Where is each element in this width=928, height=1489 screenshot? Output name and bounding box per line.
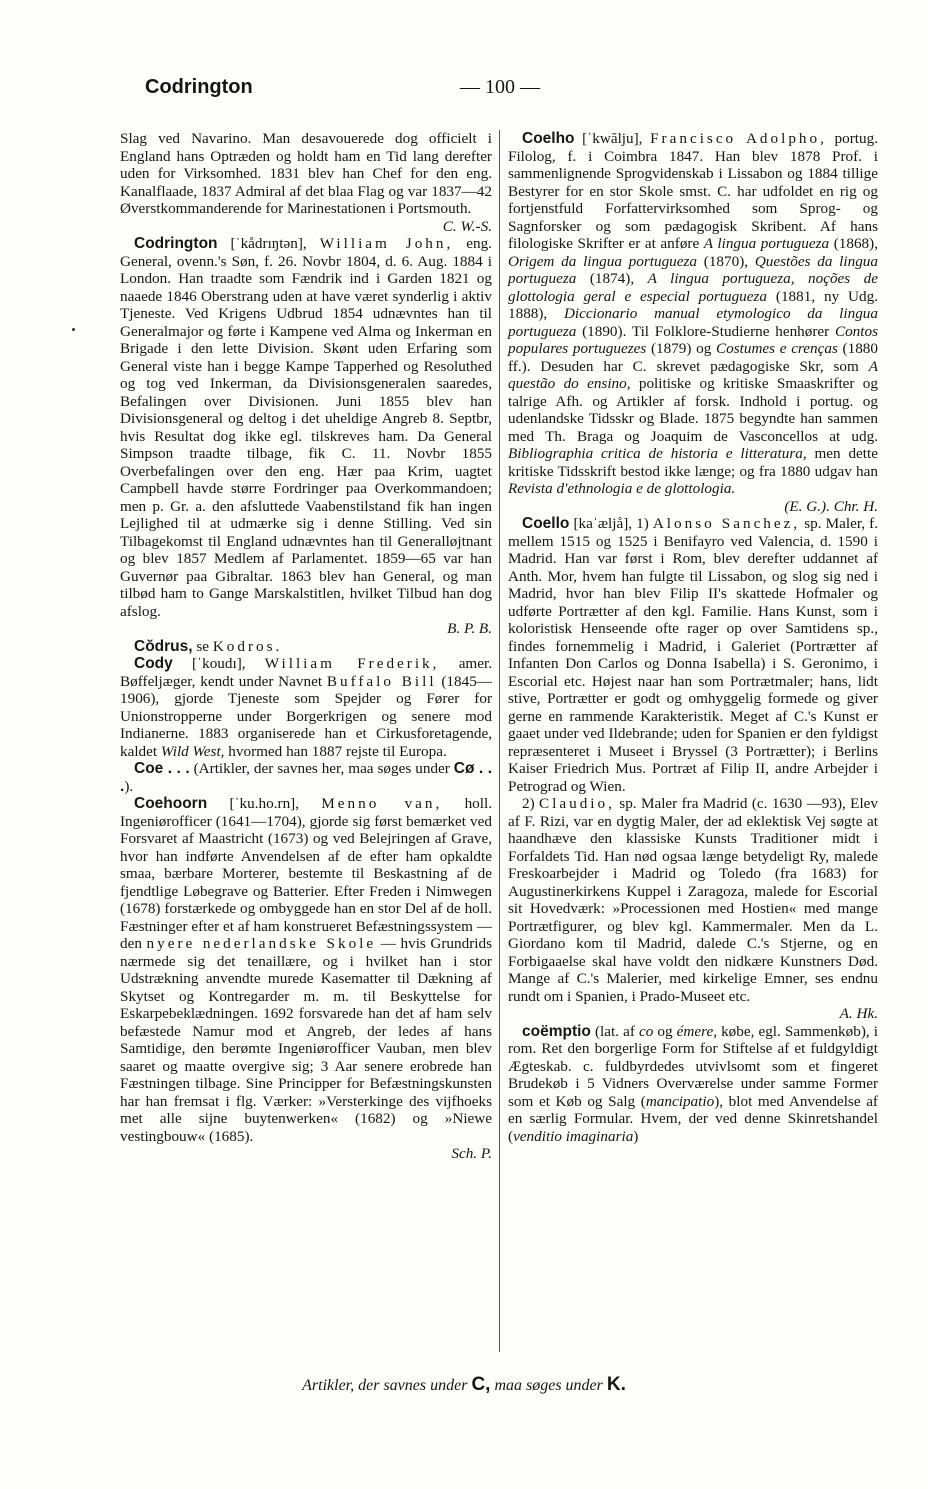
entry-text: (Artikler, der savnes her, maa søges under (189, 760, 454, 777)
page-number: — 100 — (460, 76, 540, 98)
entry-coello (508, 515, 878, 795)
entry-text: (1879) og (646, 340, 717, 357)
footer-note (0, 1374, 928, 1396)
entry-text: holl. Ingeniørofficer (1641—1704), gjorde sig først bemærket ved Forsvaret af Maastricht (1673) og ved Belejringen af Grave, hvor han indførte Anvendelsen af de efter ham opkaldte smaa, bærbare Morterer, bestemte til Beskastning af de fjendtlige Løbegrave og Batterier. Efter Freden i Nimwegen (1678) forstærkede og ombyggede han en stor Del af de holl. Fæstninger efter et af ham konstrueret Befæstningssystem — den (120, 795, 492, 952)
pronunciation: [ˈku.ho.rn], (207, 795, 322, 812)
person-name: Claudio, (539, 795, 615, 812)
lemma: Coelho (522, 130, 575, 147)
entry-text: sp. Maler fra Madrid (c. 1630 —93), Elev af F. Rizi, var en dygtig Maler, der ad eklektisk Vej søgte at haandhæve den klassiske Kunsts Traditioner midt i Forfaldets Tid. Han nød ogsaa længe betydeligt Ry, malede Freskoarbejder i Madrid og Toledo (fra 1683) for Augustinerkirkens Kuppel i Zaragoza, malede for Escorial sit Hovedværk: »Processionen med Hostien« med mange Portrætfigurer, og blev kgl. Kammermaler. Men da L. Giordano kom til Madrid, dalede C.'s Stjerne, og en Forbigaaelse skal have voldt den nidkære Kunstners Død. Mange af C.'s Malerier, med kirkelige Emner, ses endnu rundt om i Spanien, i Prado-Museet etc. (508, 795, 878, 1005)
entry-coelho (508, 130, 878, 515)
entry-text: men dette kritiske Tidsskrift bestod ikke længe; og fra 1880 udgav han (508, 445, 878, 480)
entry-text: hvormed han 1887 rejste til Europa. (224, 742, 447, 760)
person-name: William Frederik, (264, 655, 440, 672)
entry-text: (lat. af (590, 1022, 639, 1040)
margin-speck (72, 328, 75, 331)
person-name: Francisco Adolpho, (650, 130, 827, 147)
footer-text: maa søges under (490, 1377, 607, 1394)
entry-signature: A. Hk. (839, 1005, 878, 1022)
entry-coehoorn (120, 795, 492, 1163)
entry-text: (1870), (697, 252, 755, 270)
entry-text: (1845—1906), gjorde Tjeneste som Spejder og Fører for Unionstropperne under Borgerkrigen og senere mod Indianerne. 1883 organiserede han et Cirkusforetagende, kaldet (120, 672, 492, 760)
entry-cody (120, 655, 492, 760)
entry-codrington (120, 235, 492, 638)
person-name: Alonso Sanchez, (652, 515, 801, 532)
entry-signature: Sch. P. (451, 1145, 492, 1162)
work-title: Contos populares portuguezes (508, 322, 878, 357)
work-title: A lingua portugueza (703, 235, 830, 252)
latin-term: mancipatio (645, 1092, 715, 1110)
column-divider (499, 130, 500, 1352)
spaced-term: nyere nederlandske Skole (146, 935, 377, 952)
entry-text: ). (124, 777, 134, 795)
entry-text: portug. Filolog, f. i Coimbra 1847. Han blev 1878 Prof. i sammenlignende Sprogvidenskab i Lissabon og 1884 tillige Bestyrer for en stor Skole smst. C. har udfoldet en rig og fortjenstfuld Forfattervirksomhed som Sprog- og Sagnforsker og som pædagogisk Skribent. Af hans filologiske Skrifter er at anføre (508, 130, 878, 252)
lemma: Cody (134, 655, 173, 672)
entry-text: (1880 ff.). Desuden har C. skrevet pædagogiske Skr, som (508, 340, 878, 375)
latin-term: co (638, 1022, 654, 1040)
work-title: Bibliographia critica de historia e litteratura, (508, 445, 807, 462)
entry-signature: (E. G.). Chr. H. (784, 497, 878, 515)
cross-reference: Cø . . . (120, 760, 493, 795)
entry-text: politiske og kritiske Smaaskrifter og talrige Afh. og Artikler af forsk. Indhold i portug. og udenlandske Tidsskr og Blade. 1875 begyndte han sammen med Th. Braga og Joaquim de Vasconcellos at udg. (508, 375, 878, 445)
entry-text: sp. Maler, f. mellem 1515 og 1525 i Benifayro ved Valencia, d. 1590 i Madrid. Han var først i Rom, blev derefter uddannet af Anth. Mor, hvem han fulgte til Lissabon, og slog sig ned i Madrid, hvor han blev Filip II's skattede Hofmaler og udførte Portrætter af den kgl. Familie. Hans Kunst, som i koloristisk Henseende ofte rager op over Samtidens sp., findes fornemmelig i Madrid, i Galeriet (Portrætter af Infanten Don Carlos og Donna Isabella) i S. Geronimo, i Escorial etc. Højest naar han som Portrætmaler; hans, lidt stive, Portrætter er godt og omhyggelig formede og giver gerne en rammende Karakteristik. Meget af C.'s Kunst er gaaet under ved Ildebrande; uden for Spanien er den fyldigst repræsenteret i Museet i Bryssel (3 Portrætter); i Berlins Kaiser Friedrich Mus. Portræt af Filip II, andre Arbejder i Petrograd og Wien. (508, 515, 878, 795)
latin-term: venditio imaginaria (513, 1127, 634, 1145)
entry-text: ) (633, 1127, 639, 1145)
entry-text: eng. General, ovenn.'s Søn, f. 26. Novbr 1804, d. 6. Aug. 1884 i London. Han traadte som Fændrik ind i Garden 1821 og naaede 1846 Oberstrang uden at have været synderlig i aktiv Tjeneste. Ved Krigens Udbrud 1854 udnævntes han til Generalmajor og førte i Kampene ved Alma og Inkerman en Brigade i den lette Division. Skønt uden Erfaring som General viste han i begge Kampe Tapperhed og Resoluthed og tog ved Inkerman, da Divisionsgeneralen saaredes, Befalingen over Divisionen. Juni 1855 blev han Divisionsgeneral og deltog i det uheldige Angreb 8. Septbr, hvis Resultat dog ikke egl. tilskreves ham. Da General Simpson traadte tilbage, fik C. 11. Novbr 1855 Overbefalingen over den eng. Hær paa Krim, uagtet Campbell havde større Fordringer paa Overkommandoen; men p. Gr. a. den afsluttede Vaabenstilstand fik han ingen Lejlighed til at udmærke sig i denne Stilling. Ved sin Tilbagekomst til England udnævntes han til Generalløjtnant og blev 1857 Medlem af Parlamentet. 1859—65 var han Guvernør paa Gibraltar. 1863 blev han General, og man tilbød ham to Gange Marskalstitlen, hvilket Tilbud han dog afslog. (120, 235, 492, 620)
sub-number: 2) (522, 795, 540, 812)
entry-text: — hvis Grundrids nærmede sig det tenaillære, og i hvilket han i stor Udstrækning anvendte murede Kasematter til Dækning af Skytset og Kontregarder m. m. til Beskyttelse for Eskarpebeklædningen. 1692 forsvarede han det af ham selv befæstede Namur mod et Angreb, der ledes af hans Samtidige, den berømte Ingeniørofficer Vauban, men blev saaret og maatte overgive sig; 3 Aar senere erobrede han Fæstningen tilbage. Sine Principper for Befæstningskunsten har han fremsat i flg. Værker: »Versterkinge des vijfhoeks met alle sijne buytenwerken« (1682) og »Niewe vestingbouw« (1685). (120, 935, 492, 1145)
lemma: Coello (522, 515, 570, 532)
cross-reference: Kodros. (212, 637, 283, 655)
work-title: Questões da lingua portugueza (508, 252, 878, 287)
footer-letter: K. (606, 1374, 626, 1395)
entry-codrus (120, 638, 492, 656)
work-title: Revista d'ethnologia e de glottologia. (508, 480, 736, 497)
person-name: Menno van, (321, 795, 443, 812)
entry-signature: B. P. B. (447, 620, 492, 637)
title-italic: Wild West, (160, 742, 225, 760)
lemma: Coehoorn (134, 795, 208, 812)
lemma: Coe . . . (134, 760, 190, 777)
entry-text: (1890). Til Folklore-Studierne henhører (576, 322, 835, 340)
entry-signature: C. W.-S. (442, 217, 492, 235)
entry-text: (1868), (829, 235, 878, 252)
person-name: William John, (319, 235, 454, 252)
lemma: Codrington (134, 235, 218, 252)
entry-text: og (653, 1022, 677, 1040)
entry-text: (1881, ny Udg. 1888), (508, 287, 878, 322)
entry-coe (120, 760, 492, 795)
work-title: A lingua portugueza, noções de glottologia geral e especial portugueza (508, 270, 879, 305)
lemma: coëmptio (522, 1022, 591, 1040)
entry-text: Slag ved Navarino. Man desavouerede dog officielt i England hans Optræden og holdt ham en Tid lang derefter uden for Virksomhed. 1831 blev han Chef for den eng. Kanalflaade, 1837 Admiral af det blaa Flag og var 1837—42 Øverstkommanderende for Marinestationen i Portsmouth. (120, 130, 492, 217)
entry-text: (1874), (576, 270, 648, 287)
work-title: Origem da lingua portugueza (508, 252, 698, 270)
right-column (508, 130, 878, 1145)
entry-text: ), blot med Anvendelse af en særlig Formular. Hvem, der ved denne Skinretshandel ( (508, 1092, 878, 1145)
footer-letter: C, (471, 1374, 491, 1395)
entry-text: amer. Bøffeljæger, kendt under Navnet (120, 655, 493, 690)
pronunciation: [ˈkwălju], (574, 130, 651, 147)
work-title: Diccionario manual etymologico da lingua portugueza (508, 305, 878, 340)
entry-text: købe, egl. Sammenkøb), i rom. Ret den borgerlige Form for Stiftelse af et fuldgyldigt Ægteskab. c. fuldbyrdedes utvivlsomt som et fingeret Brudekøb i 5 Vidners Overværelse under samme Former som et Køb og Salg ( (508, 1022, 878, 1110)
lemma: Cŏdrus, (134, 637, 193, 655)
pronunciation: [ˈkådrıŋtən], (217, 235, 320, 252)
pronunciation: [ˈkoudı], (172, 655, 265, 672)
pronunciation: [kaˈæljå], 1) (569, 515, 653, 532)
entry-coello-claudio (508, 795, 878, 1023)
alias: Buffalo Bill (326, 672, 437, 690)
entry-text: se (192, 637, 213, 655)
running-head: Codrington (145, 76, 253, 98)
latin-term: émere, (676, 1022, 717, 1040)
entry-continuation (120, 130, 492, 235)
work-title: A questão do ensino, (508, 357, 878, 392)
footer-text: Artikler, der savnes under (302, 1377, 472, 1394)
work-title: Costumes e crenças (716, 340, 838, 357)
left-column (120, 130, 492, 1163)
entry-coemptio (508, 1023, 878, 1146)
